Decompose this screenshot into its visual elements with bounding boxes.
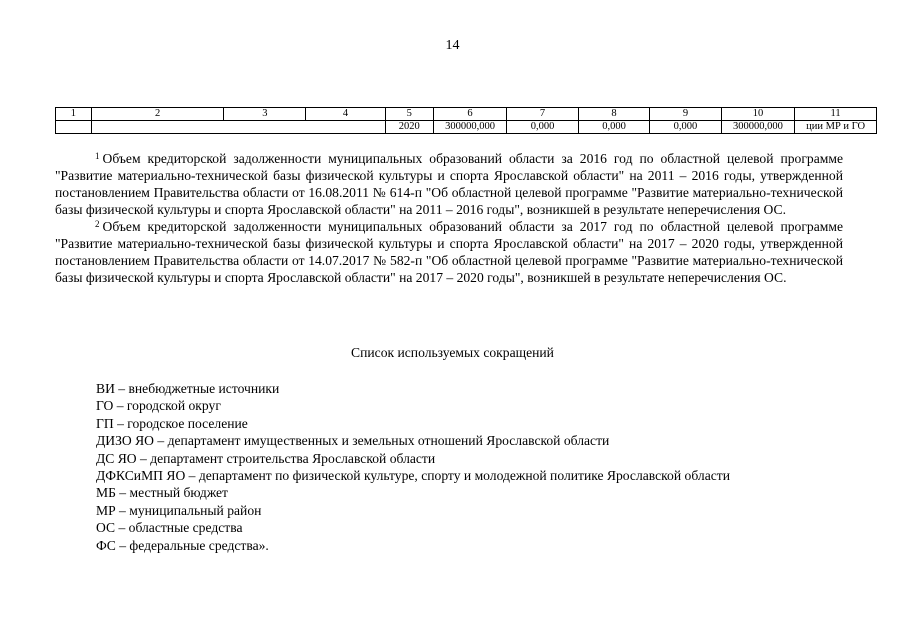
abbreviation-item: ВИ – внебюджетные источники [96, 381, 280, 396]
abbreviation-item: ДИЗО ЯО – департамент имущественных и земельных отношений Ярославской области [96, 433, 610, 449]
abbreviation-item: ДС ЯО – департамент строительства Ярославской области [96, 450, 436, 466]
footnote-mark: 1 [95, 151, 100, 161]
table-header-row [56, 108, 877, 121]
column-header: 10 [721, 108, 795, 121]
table-cell-empty [56, 121, 92, 134]
column-header: 5 [385, 108, 433, 121]
table-cell-amount: 300000,000 [433, 121, 507, 134]
table-row [56, 121, 877, 134]
footnote [55, 218, 843, 286]
footnote [55, 150, 843, 218]
abbreviation-item: ГО – городской округ [96, 398, 221, 414]
budget-table [55, 107, 877, 134]
table-cell-empty [91, 121, 385, 134]
table-cell-year: 2020 [385, 121, 433, 134]
abbreviations-title: Список используемых сокращений [351, 345, 554, 360]
abbreviation-item: ДФКСиМП ЯО – департамент по физической культуре, спорту и молодежной политике Ярославской области [96, 468, 730, 484]
column-header: 9 [650, 108, 721, 121]
column-header: 4 [306, 108, 386, 121]
footnote-text: Объем кредиторской задолженности муниципальных образований области за 2017 год по областной целевой программе "Развитие материально-технической базы физической культуры и спорта Ярославской области" на 2017 – 2020 годы, утвержденной постановлением Правительства области от 14.07.2017 № 582-п "Об областной целевой программе "Развитие материально-технической базы физической культуры и спорта Ярославской области" на 2017 – 2020 годы", возникшей в результате неперечисления ОС. [55, 219, 843, 285]
abbreviations-list [96, 380, 730, 554]
footnote-mark: 2 [95, 219, 100, 229]
page-number: 14 [445, 38, 460, 53]
abbreviation-item: ГП – городское поселение [96, 415, 248, 431]
column-header: 3 [224, 108, 306, 121]
table-cell-amount: 0,000 [507, 121, 578, 134]
footnotes [55, 150, 843, 286]
column-header: 11 [795, 108, 877, 121]
abbreviation-item: МБ – местный бюджет [96, 485, 229, 501]
column-header: 6 [433, 108, 507, 121]
footnote-paragraph [55, 150, 843, 218]
footnote-text: Объем кредиторской задолженности муниципальных образований области за 2016 год по областной целевой программе "Развитие материально-технической базы физической культуры и спорта Ярославской области" на 2011 – 2016 годы, утвержденной постановлением Правительства области от 16.08.2011 № 614-п "Об областной целевой программе "Развитие материально-технической базы физической культуры и спорта Ярославской области" на 2011 – 2016 годы", возникшей в результате неперечисления ОС. [55, 151, 843, 217]
table-cell-amount: 300000,000 [721, 121, 795, 134]
table-cell-executor: ции МР и ГО [795, 121, 877, 134]
column-header: 1 [56, 108, 92, 121]
column-header: 7 [507, 108, 578, 121]
column-header: 2 [91, 108, 224, 121]
abbreviation-item: ФС – федеральные средства». [96, 537, 269, 553]
abbreviation-item: ОС – областные средства [96, 520, 243, 536]
table-cell-amount: 0,000 [578, 121, 649, 134]
table-cell-amount: 0,000 [650, 121, 721, 134]
abbreviation-item: МР – муниципальный район [96, 502, 262, 518]
column-header: 8 [578, 108, 649, 121]
footnote-paragraph [55, 218, 843, 286]
